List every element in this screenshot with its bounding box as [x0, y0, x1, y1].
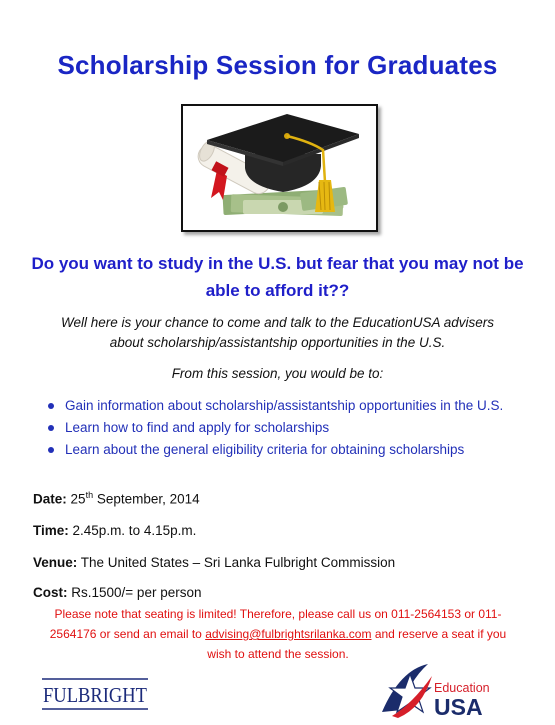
educationusa-logo: [378, 660, 496, 725]
list-item: Learn how to find and apply for scholarships: [44, 418, 504, 438]
notice-line-2: [28, 624, 528, 644]
fulbright-logo-mark: [40, 676, 150, 712]
date-day: 25: [70, 491, 86, 507]
fulbright-logo: [40, 676, 150, 717]
time-label: Time:: [33, 523, 69, 538]
date-label: Date:: [33, 491, 67, 507]
education-text: Education: [434, 681, 490, 695]
cost-value: Rs.1500/= per person: [71, 585, 202, 600]
benefits-list: [44, 396, 504, 462]
email-link[interactable]: advising@fulbrightsrilanka.com: [205, 627, 372, 641]
notice-line-2-end: and reserve a seat if you: [374, 627, 507, 641]
notice-line-2-start: 2564176 or send an email to: [49, 627, 202, 641]
star-swoosh-icon: [382, 664, 432, 718]
date-rest: September, 2014: [96, 491, 200, 507]
graduation-cap-image: [181, 104, 378, 232]
time-line: [33, 523, 196, 538]
time-value: 2.45p.m. to 4.15p.m.: [72, 523, 197, 538]
page-title: Scholarship Session for Graduates: [57, 50, 498, 80]
notice-line-1: Please note that seating is limited! Therefore, please call us on 011-2564153 or 011-: [54, 607, 502, 621]
intro-line-1: Well here is your chance to come and talk to the EducationUSA advisers: [61, 315, 494, 330]
venue-line: [33, 555, 395, 570]
date-line: [33, 490, 200, 507]
date-suffix: th: [85, 490, 94, 500]
question-heading: Do you want to study in the U.S. but fear that you may not be able to afford it??: [31, 254, 524, 300]
notice-line-3: wish to attend the session.: [207, 647, 349, 661]
session-intro-line: From this session, you would be to:: [171, 366, 384, 381]
cost-label: Cost:: [33, 585, 68, 600]
graduation-cap-illustration: [183, 106, 376, 230]
educationusa-logo-mark: [378, 660, 496, 720]
venue-value: The United States – Sri Lanka Fulbright Commission: [80, 555, 396, 570]
intro-line-2: about scholarship/assistantship opportunities in the U.S.: [109, 335, 446, 350]
list-item: Gain information about scholarship/assistantship opportunities in the U.S.: [44, 396, 504, 416]
intro-paragraph: [20, 313, 535, 353]
cost-line: [33, 585, 201, 600]
fulbright-logo-text: FULBRIGHT: [43, 683, 148, 707]
list-item: Learn about the general eligibility criteria for obtaining scholarships: [44, 440, 504, 460]
usa-text: USA: [434, 694, 483, 720]
venue-label: Venue:: [33, 555, 78, 570]
seating-notice: [28, 604, 528, 664]
